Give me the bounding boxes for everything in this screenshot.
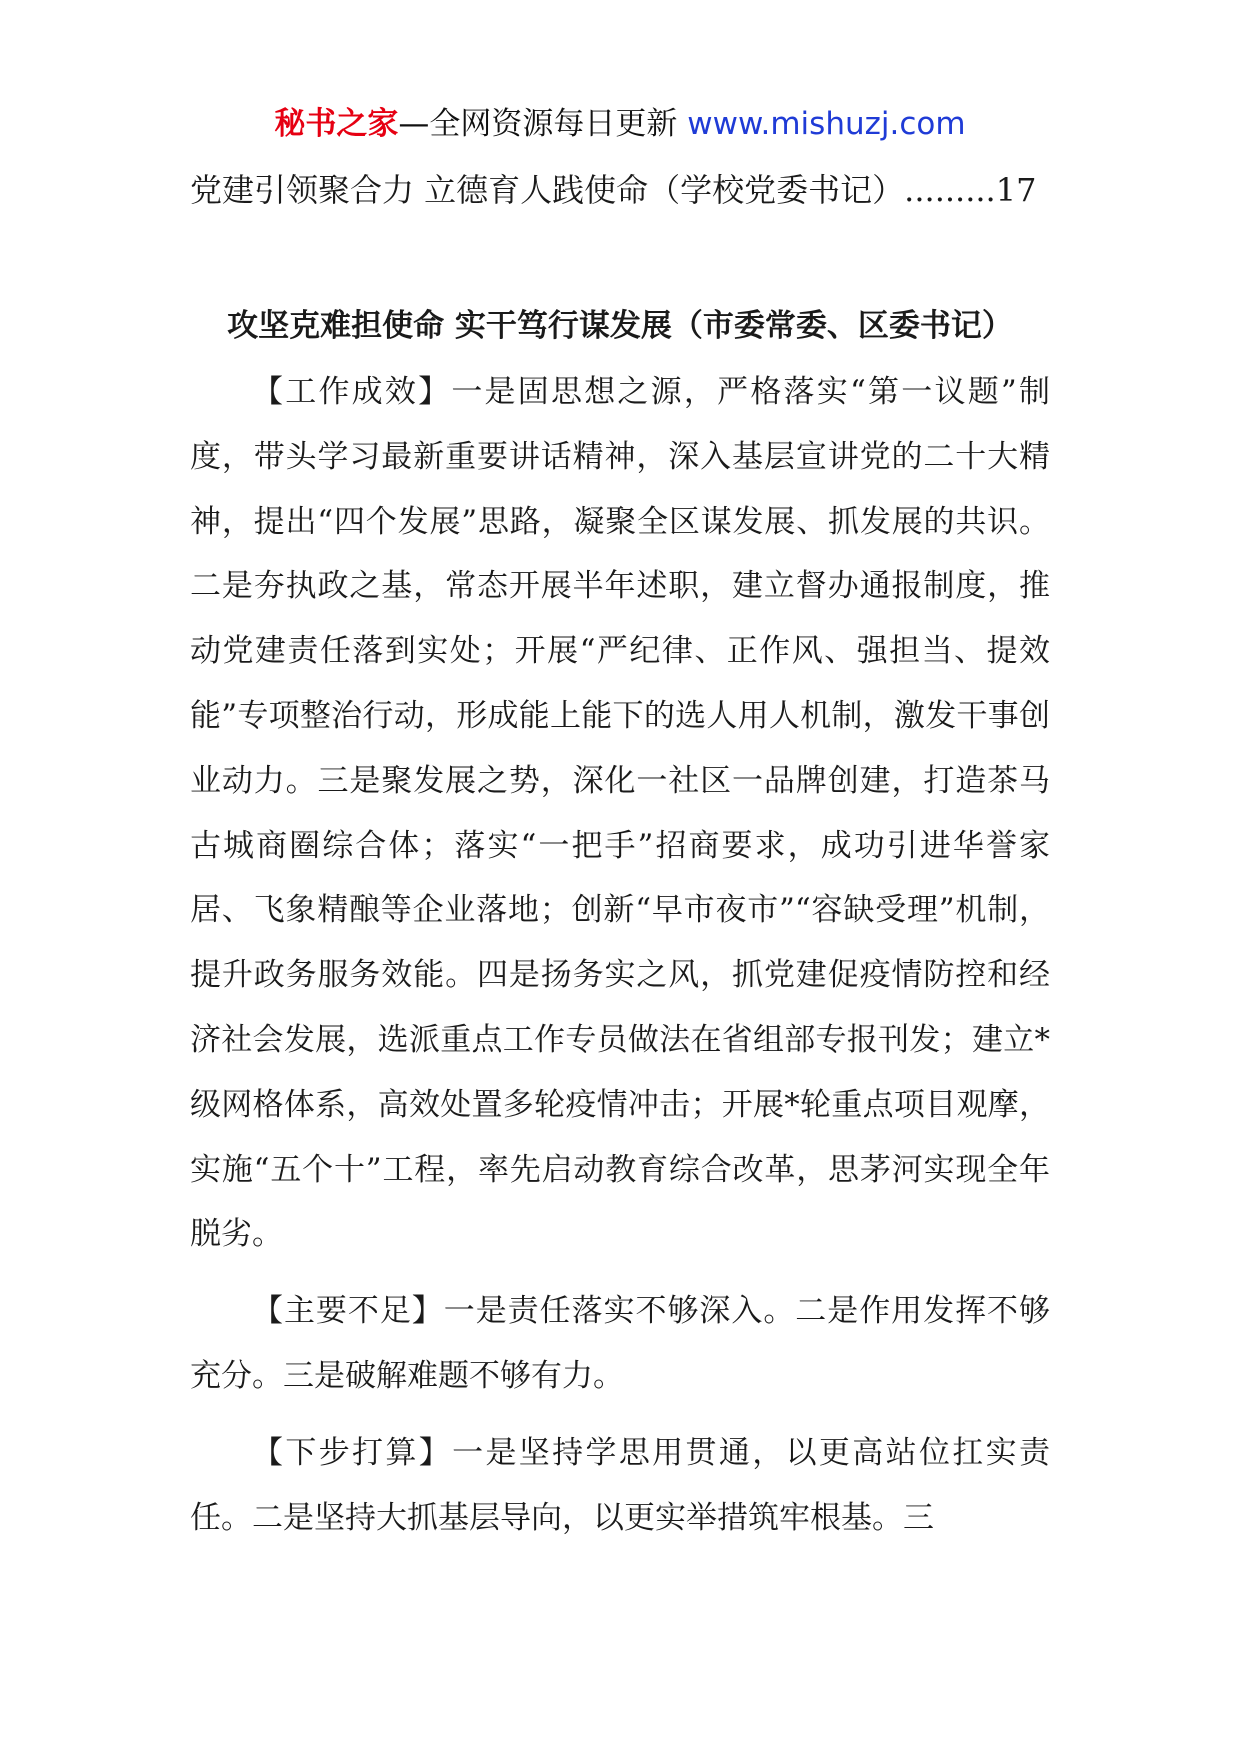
section-label-next-steps: 【下步打算】 (252, 1434, 453, 1471)
paragraph-shortcomings (190, 1279, 1050, 1409)
toc-entry[interactable]: 党建引领聚合力 立德育人践使命（学校党委书记）.........17 (190, 171, 1037, 209)
site-brand: 秘书之家 (274, 106, 399, 142)
paragraph-next-steps (190, 1421, 1050, 1551)
section-label-work-results: 【工作成效】 (252, 374, 452, 410)
paragraph-text: 一是固思想之源，严格落实“第一议题”制度，带头学习最新重要讲话精神，深入基层宣讲党的二十大精神，提出“四个发展”思路，凝聚全区谋发展、抓发展的共识。二是夯执政之基，常态开展半年述职，建立督办通报制度，推动党建责任落到实处；开展“严纪律、正作风、强担当、提效能”专项整治行动，形成能上能下的选人用人机制，激发干事创业动力。三是聚发展之势，深化一社区一品牌创建，打造茶马古城商圈综合体；落实“一把手”招商要求，成功引进华誉家居、飞象精酿等企业落地；创新“早市夜市”“容缺受理”机制，提升政务服务效能。四是扬务实之风，抓党建促疫情防控和经济社会发展，选派重点工作专员做法在省组部专报刊发；建立*级网格体系，高效处置多轮疫情冲击；开展*轮重点项目观摩，实施“五个十”工程，率先启动教育综合改革，思茅河实现全年脱劣。 (190, 374, 1050, 1253)
paragraph-work-results (190, 360, 1050, 1267)
site-url-link[interactable]: www.mishuzj.com (687, 106, 966, 142)
article-title: 攻坚克难担使命 实干笃行谋发展（市委常委、区委书记） (227, 308, 1013, 344)
section-label-shortcomings: 【主要不足】 (252, 1293, 444, 1330)
paragraph-text: 一是坚持学思用贯通，以更高站位扛实责任。二是坚持大抓基层导向，以更实举措筑牢根基。三 (190, 1434, 1051, 1536)
site-tagline: —全网资源每日更新 (398, 106, 688, 142)
paragraph-text: 一是责任落实不够深入。二是作用发挥不够充分。三是破解难题不够有力。 (190, 1293, 1050, 1394)
site-banner (0, 100, 1240, 148)
article-body (190, 298, 1050, 1562)
